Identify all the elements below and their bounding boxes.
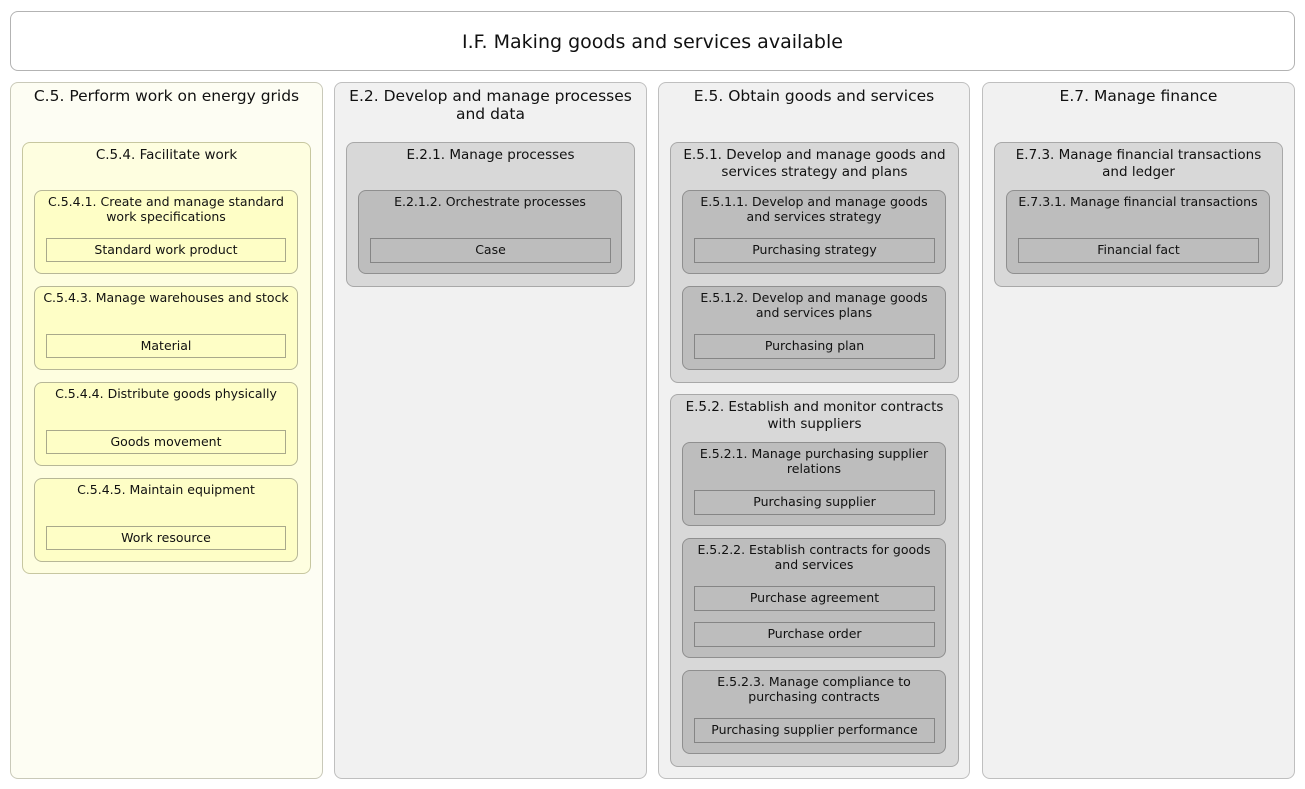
group-e51-title: E.5.1. Develop and manage goods and services strategy and plans xyxy=(683,147,946,180)
group-e521-title: E.5.2.1. Manage purchasing supplier relations xyxy=(699,446,929,476)
entity-purchase-order: Purchase order xyxy=(694,622,935,647)
group-c545-title: C.5.4.5. Maintain equipment xyxy=(77,482,255,497)
group-e512-title: E.5.1.2. Develop and manage goods and services plans xyxy=(700,290,928,320)
entity-purchase-agreement: Purchase agreement xyxy=(694,586,935,611)
entity-purchasing-supplier: Purchasing supplier xyxy=(694,490,935,515)
column-e7-title: E.7. Manage finance xyxy=(1059,87,1218,105)
entity-standard-work-product: Standard work product xyxy=(46,238,286,262)
group-c543-title: C.5.4.3. Manage warehouses and stock xyxy=(43,290,289,305)
diagram-title-box xyxy=(10,11,1295,71)
entity-work-resource: Work resource xyxy=(46,526,286,550)
group-e511-title: E.5.1.1. Develop and manage goods and services strategy xyxy=(700,194,928,224)
group-e52-title: E.5.2. Establish and monitor contracts with suppliers xyxy=(685,399,944,432)
column-e5-title: E.5. Obtain goods and services xyxy=(693,87,935,105)
group-c541-title: C.5.4.1. Create and manage standard work specifications xyxy=(48,194,284,224)
group-c54-title: C.5.4. Facilitate work xyxy=(95,147,238,163)
entity-purchasing-plan: Purchasing plan xyxy=(694,334,935,359)
diagram-title: I.F. Making goods and services available xyxy=(462,31,843,53)
column-e2-title: E.2. Develop and manage processes and data xyxy=(349,87,632,123)
group-e73-title: E.7.3. Manage financial transactions and ledger xyxy=(1015,147,1262,180)
column-c5-title: C.5. Perform work on energy grids xyxy=(33,87,300,105)
entity-financial-fact: Financial fact xyxy=(1018,238,1259,263)
group-e522-title: E.5.2.2. Establish contracts for goods and services xyxy=(697,542,931,572)
group-e731-title: E.7.3.1. Manage financial transactions xyxy=(1018,194,1258,209)
entity-purchasing-supplier-performance: Purchasing supplier performance xyxy=(694,718,935,743)
group-c544-title: C.5.4.4. Distribute goods physically xyxy=(55,386,277,401)
entity-goods-movement: Goods movement xyxy=(46,430,286,454)
entity-purchasing-strategy: Purchasing strategy xyxy=(694,238,935,263)
entity-case: Case xyxy=(370,238,611,263)
group-e212-title: E.2.1.2. Orchestrate processes xyxy=(394,194,586,209)
group-e21-title: E.2.1. Manage processes xyxy=(406,147,575,163)
entity-material: Material xyxy=(46,334,286,358)
group-e523-title: E.5.2.3. Manage compliance to purchasing contracts xyxy=(717,674,911,704)
